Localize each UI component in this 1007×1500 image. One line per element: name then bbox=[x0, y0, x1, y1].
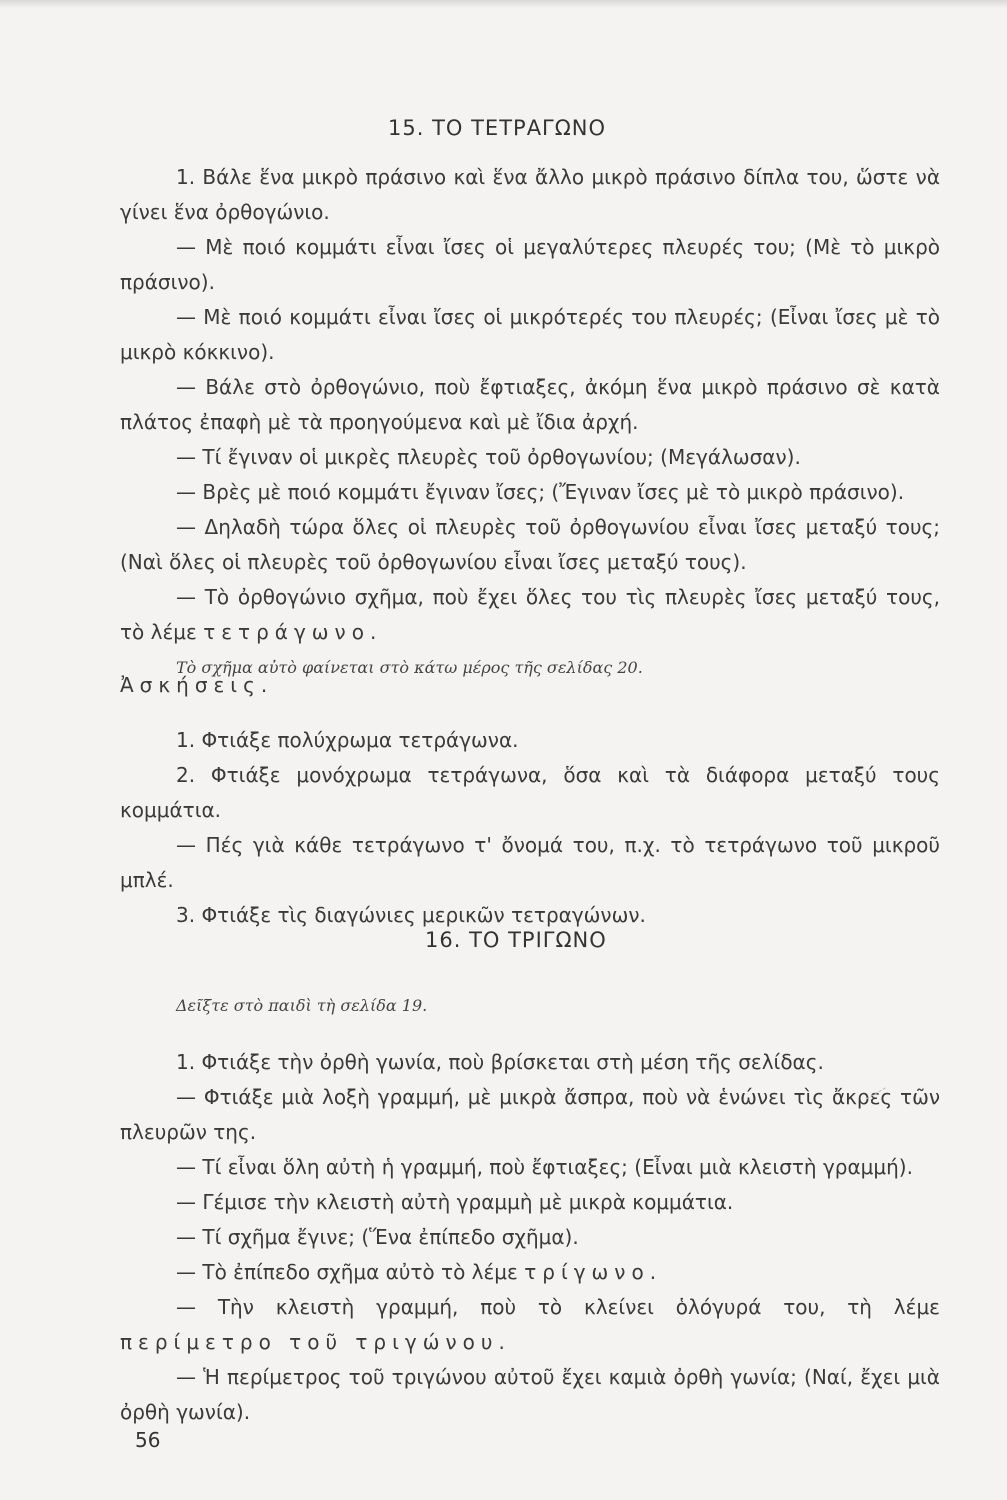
paragraph: 1. Φτιάξε τὴν ὀρθὴ γωνία, ποὺ βρίσκεται στὴ μέση τῆς σελίδας. bbox=[176, 1050, 824, 1074]
paragraph: — Μὲ ποιό κομμάτι εἶναι ἴσες οἱ μικρότερές του πλευρές; (Εἶναι ἴσες μὲ τὸ μικρὸ κόκκινο). bbox=[120, 305, 940, 364]
section-heading-triangle: 16. ΤΟ ΤΡΙΓΩΝΟ bbox=[425, 928, 607, 952]
paragraph: — Φτιάξε μιὰ λοξὴ γραμμή, μὲ μικρὰ ἄσπρα, ποὺ νὰ ἑνώνει τὶς ἄκρες τῶν πλευρῶν της. bbox=[120, 1085, 940, 1144]
paragraph: — Δηλαδὴ τώρα ὅλες οἱ πλευρὲς τοῦ ὀρθογωνίου εἶναι ἴσες μεταξύ τους; (Ναὶ ὅλες οἱ πλευρὲς τοῦ ὀρθογωνίου εἶναι ἴσες μεταξύ τους). bbox=[120, 515, 940, 574]
paragraph bbox=[120, 580, 940, 650]
key-term: τετράγωνο. bbox=[203, 620, 383, 644]
exercise-item: 3. Φτιάξε τὶς διαγώνιες μερικῶν τετραγώνων. bbox=[176, 903, 646, 927]
section-body-triangle bbox=[120, 988, 940, 1430]
section-heading-square: 15. ΤΟ ΤΕΤΡΑΓΩΝΟ bbox=[388, 116, 607, 140]
exercise-item: 1. Φτιάξε πολύχρωμα τετράγωνα. bbox=[176, 728, 519, 752]
paragraph: — Γέμισε τὴν κλειστὴ αὐτὴ γραμμὴ μὲ μικρὰ κομμάτια. bbox=[176, 1190, 734, 1214]
paragraph: — Τί ἔγιναν οἱ μικρὲς πλευρὲς τοῦ ὀρθογωνίου; (Μεγάλωσαν). bbox=[176, 445, 801, 469]
page-reference-note: Τὸ σχῆμα αὐτὸ φαίνεται στὸ κάτω μέρος τῆς σελίδας 20. bbox=[176, 658, 643, 677]
paragraph: 1. Βάλε ἕνα μικρὸ πράσινο καὶ ἕνα ἄλλο μικρὸ πράσινο δίπλα του, ὥστε νὰ γίνει ἕνα ὀρθογώνιο. bbox=[120, 165, 940, 224]
paragraph: — Μὲ ποιό κομμάτι εἶναι ἴσες οἱ μεγαλύτερες πλευρές του; (Μὲ τὸ μικρὸ πράσινο). bbox=[120, 235, 940, 294]
paragraph bbox=[120, 1255, 940, 1290]
key-term: τρίγωνο. bbox=[524, 1260, 663, 1284]
exercise-item: 2. Φτιάξε μονόχρωμα τετράγωνα, ὅσα καὶ τὰ διάφορα μεταξύ τους κομμάτια. bbox=[120, 763, 940, 822]
section-body-square bbox=[120, 160, 940, 685]
key-term: περίμετρο τοῦ τριγώνου. bbox=[120, 1330, 511, 1354]
paragraph bbox=[120, 1290, 940, 1360]
paragraph-text: — Τὴν κλειστὴ γραμμή, ποὺ τὸ κλείνει ὁλόγυρά του, τὴ λέμε bbox=[176, 1295, 940, 1319]
paragraph-text: — Τὸ ὀρθογώνιο σχῆμα, ποὺ ἔχει ὅλες του τὶς πλευρὲς ἴσες μεταξύ τους, τὸ λέμε bbox=[120, 585, 940, 644]
paragraph: — Βάλε στὸ ὀρθογώνιο, ποὺ ἔφτιαξες, ἀκόμη ἕνα μικρὸ πράσινο σὲ κατὰ πλάτος ἐπαφὴ μὲ τὰ προηγούμενα καὶ μὲ ἴδια ἀρχή. bbox=[120, 375, 940, 434]
paragraph: — Τί σχῆμα ἔγινε; (Ἕνα ἐπίπεδο σχῆμα). bbox=[176, 1225, 579, 1249]
page-number: 56 bbox=[135, 1428, 161, 1452]
paragraph: — Βρὲς μὲ ποιό κομμάτι ἔγιναν ἴσες; (Ἔγιναν ἴσες μὲ τὸ μικρὸ πράσινο). bbox=[176, 480, 905, 504]
exercises-block bbox=[120, 668, 940, 933]
exercises-heading: Ἀσκήσεις. bbox=[120, 673, 274, 697]
exercise-item: — Πές γιὰ κάθε τετράγωνο τ' ὄνομά του, π.χ. τὸ τετράγωνο τοῦ μικροῦ μπλέ. bbox=[120, 833, 940, 892]
paragraph: — Τί εἶναι ὅλη αὐτὴ ἡ γραμμή, ποὺ ἔφτιαξες; (Εἶναι μιὰ κλειστὴ γραμμή). bbox=[176, 1155, 913, 1179]
paragraph: — Ἡ περίμετρος τοῦ τριγώνου αὐτοῦ ἔχει καμιὰ ὀρθὴ γωνία; (Ναί, ἔχει μιὰ ὀρθὴ γωνία). bbox=[120, 1365, 940, 1424]
paragraph-text: — Τὸ ἐπίπεδο σχῆμα αὐτὸ τὸ λέμε bbox=[176, 1260, 525, 1284]
page-top-edge bbox=[0, 0, 1007, 8]
page-reference-note: Δεῖξτε στὸ παιδὶ τὴ σελίδα 19. bbox=[176, 996, 428, 1015]
